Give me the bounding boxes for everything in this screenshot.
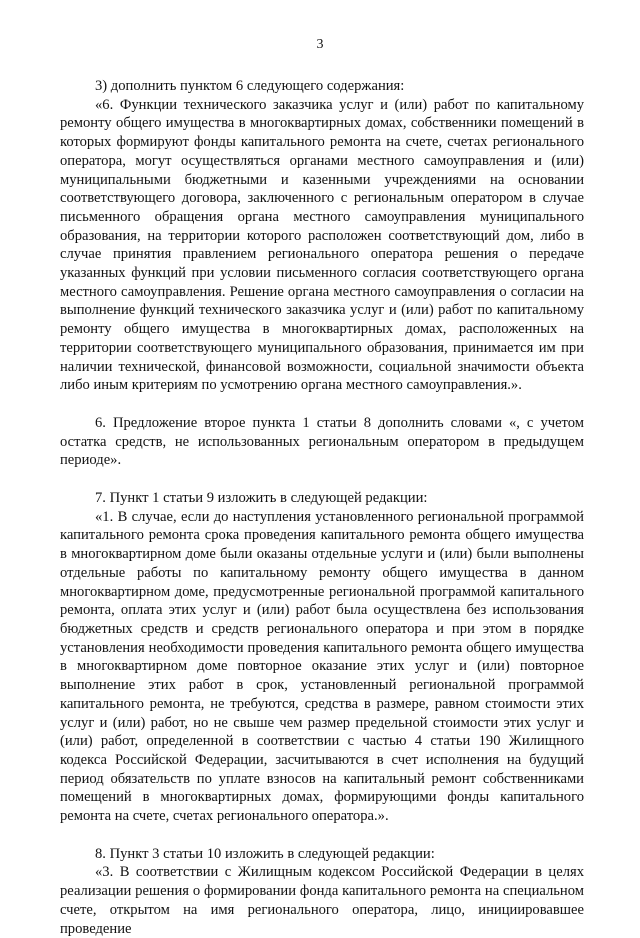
paragraph-item-3: 3) дополнить пунктом 6 следующего содержания: (95, 78, 405, 94)
paragraph-item-6: 6. Предложение второе пункта 1 статьи 8 дополнить словами «, с учетом остатка средств, не использованных региональным оператором в предыдущем периоде». (60, 414, 584, 469)
paragraph-spacer (60, 395, 584, 414)
document-body (60, 77, 584, 938)
paragraph-item-8-quote: «3. В соответствии с Жилищным кодексом Российской Федерации в целях реализации решения о формировании фонда капитального ремонта на специальном счете, открытом на имя регионального оператора, лицо, инициировавшее проведение (60, 864, 584, 937)
paragraph-spacer (60, 470, 584, 489)
paragraph-spacer (60, 826, 584, 845)
page-number: 3 (316, 37, 324, 52)
paragraph-item-7: 7. Пункт 1 статьи 9 изложить в следующей редакции: (95, 490, 428, 507)
paragraph-item-6-quote: «6. Функции технического заказчика услуг и (или) работ по капитальному ремонту общего имущества в многоквартирных домах, собственники помещений в которых формируют фонды капитального ремонта на счете, счетах регионального оператора, могут осуществляться органами местного самоуправления и (или) муниципальными бюджетными и казенными учреждениями на основании соответствующего договора, заключенного с региональным оператором в случае письменного обращения органа местного самоуправления муниципального образования, на территории которого расположен соответствующий дом, либо в случае принятия правлением регионального оператора решения о передаче указанных функций при условии письменного согласия соответствующего органа местного самоуправления. Решение органа местного самоуправления о согласии на выполнение функций технического заказчика услуг и (или) работ по капитальному ремонту общего имущества в многоквартирных домах, расположенных на территории соответствующего муниципального образования, принимается им при наличии технической, финансовой возможности, социальной значимости объекта либо иным критериям по усмотрению органа местного самоуправления.». (60, 96, 584, 394)
paragraph-item-8: 8. Пункт 3 статьи 10 изложить в следующей редакции: (95, 845, 435, 862)
paragraph-item-7-quote: «1. В случае, если до наступления установленного региональной программой капитального ремонта срока проведения капитального ремонта общего имущества в многоквартирном доме были оказаны отдельные услуги и (или) были выполнены отдельные работы по капитальному ремонту общего имущества в данном многоквартирном доме, предусмотренные региональной программой капитального ремонта, оплата этих услуг и (или) работ была осуществлена без использования бюджетных средств и средств регионального оператора и при этом в порядке установления необходимости проведения капитального ремонта общего имущества в многоквартирном доме повторное оказание этих услуг и (или) повторное выполнение этих работ в срок, установленный региональной программой капитального ремонта, не требуются, средства в размере, равном стоимости этих услуг и (или) работ, но не свыше чем размер предельной стоимости этих услуг и (или) работ, определенной в соответствии с частью 4 статьи 190 Жилищного кодекса Российской Федерации, засчитываются в счет исполнения на будущий период обязательств по уплате взносов на капитальный ремонт собственниками помещений в многоквартирных домах, формирующими фонды капитального ремонта на счете, счетах регионального оператора.». (60, 508, 584, 825)
